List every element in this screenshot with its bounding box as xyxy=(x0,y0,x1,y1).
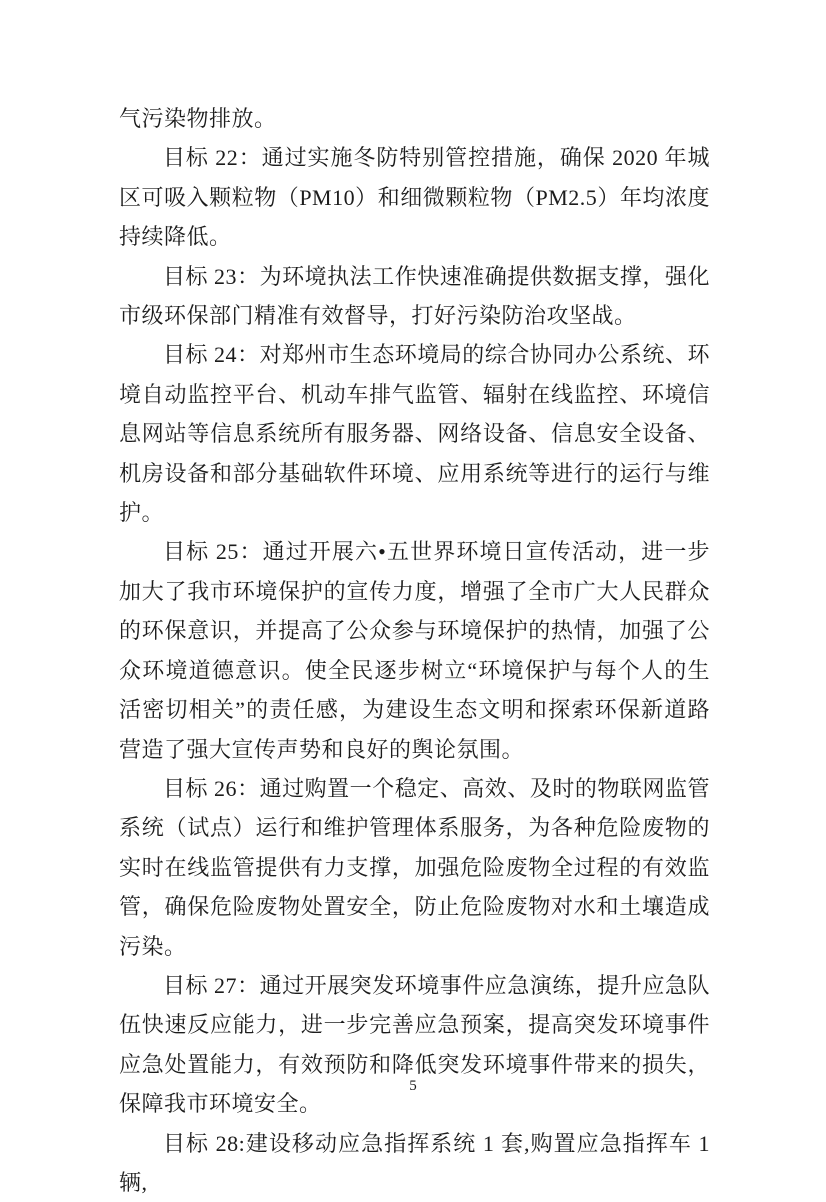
paragraph: 目标 23：为环境执法工作快速准确提供数据支撑，强化市级环保部门精准有效督导，打好污染防治攻坚战。 xyxy=(119,263,710,329)
page-footer xyxy=(0,1077,826,1095)
paragraph: 目标 28:建设移动应急指挥系统 1 套,购置应急指挥车 1 辆, xyxy=(119,1130,710,1195)
paragraph: 目标 24：对郑州市生态环境局的综合协同办公系统、环境自动监控平台、机动车排气监管、辐射在线监控、环境信息网站等信息系统所有服务器、网络设备、信息安全设备、机房设备和部分基础软件环境、应用系统等进行的运行与维护。 xyxy=(119,342,710,526)
paragraph: 气污染物排放。 xyxy=(119,106,277,131)
paragraph: 目标 22：通过实施冬防特别管控措施，确保 2020 年城区可吸入颗粒物（PM10）和细微颗粒物（PM2.5）年均浓度持续降低。 xyxy=(119,145,710,250)
document-body xyxy=(119,99,710,1202)
page-number: 5 xyxy=(409,1078,417,1094)
paragraph: 目标 25：通过开展六•五世界环境日宣传活动，进一步加大了我市环境保护的宣传力度，增强了全市广大人民群众的环保意识，并提高了公众参与环境保护的热情，加强了公众环境道德意识。使全民逐步树立“环境保护与每个人的生活密切相关”的责任感，为建设生态文明和探索环保新道路营造了强大宣传声势和良好的舆论氛围。 xyxy=(119,539,710,762)
paragraph: 目标 26：通过购置一个稳定、高效、及时的物联网监管系统（试点）运行和维护管理体系服务，为各种危险废物的实时在线监管提供有力支撑，加强危险废物全过程的有效监管，确保危险废物处置安全，防止危险废物对水和土壤造成污染。 xyxy=(119,775,710,959)
paragraph: 目标 27：通过开展突发环境事件应急演练，提升应急队伍快速反应能力，进一步完善应急预案，提高突发环境事件应急处置能力，有效预防和降低突发环境事件带来的损失，保障我市环境安全。 xyxy=(119,972,710,1117)
